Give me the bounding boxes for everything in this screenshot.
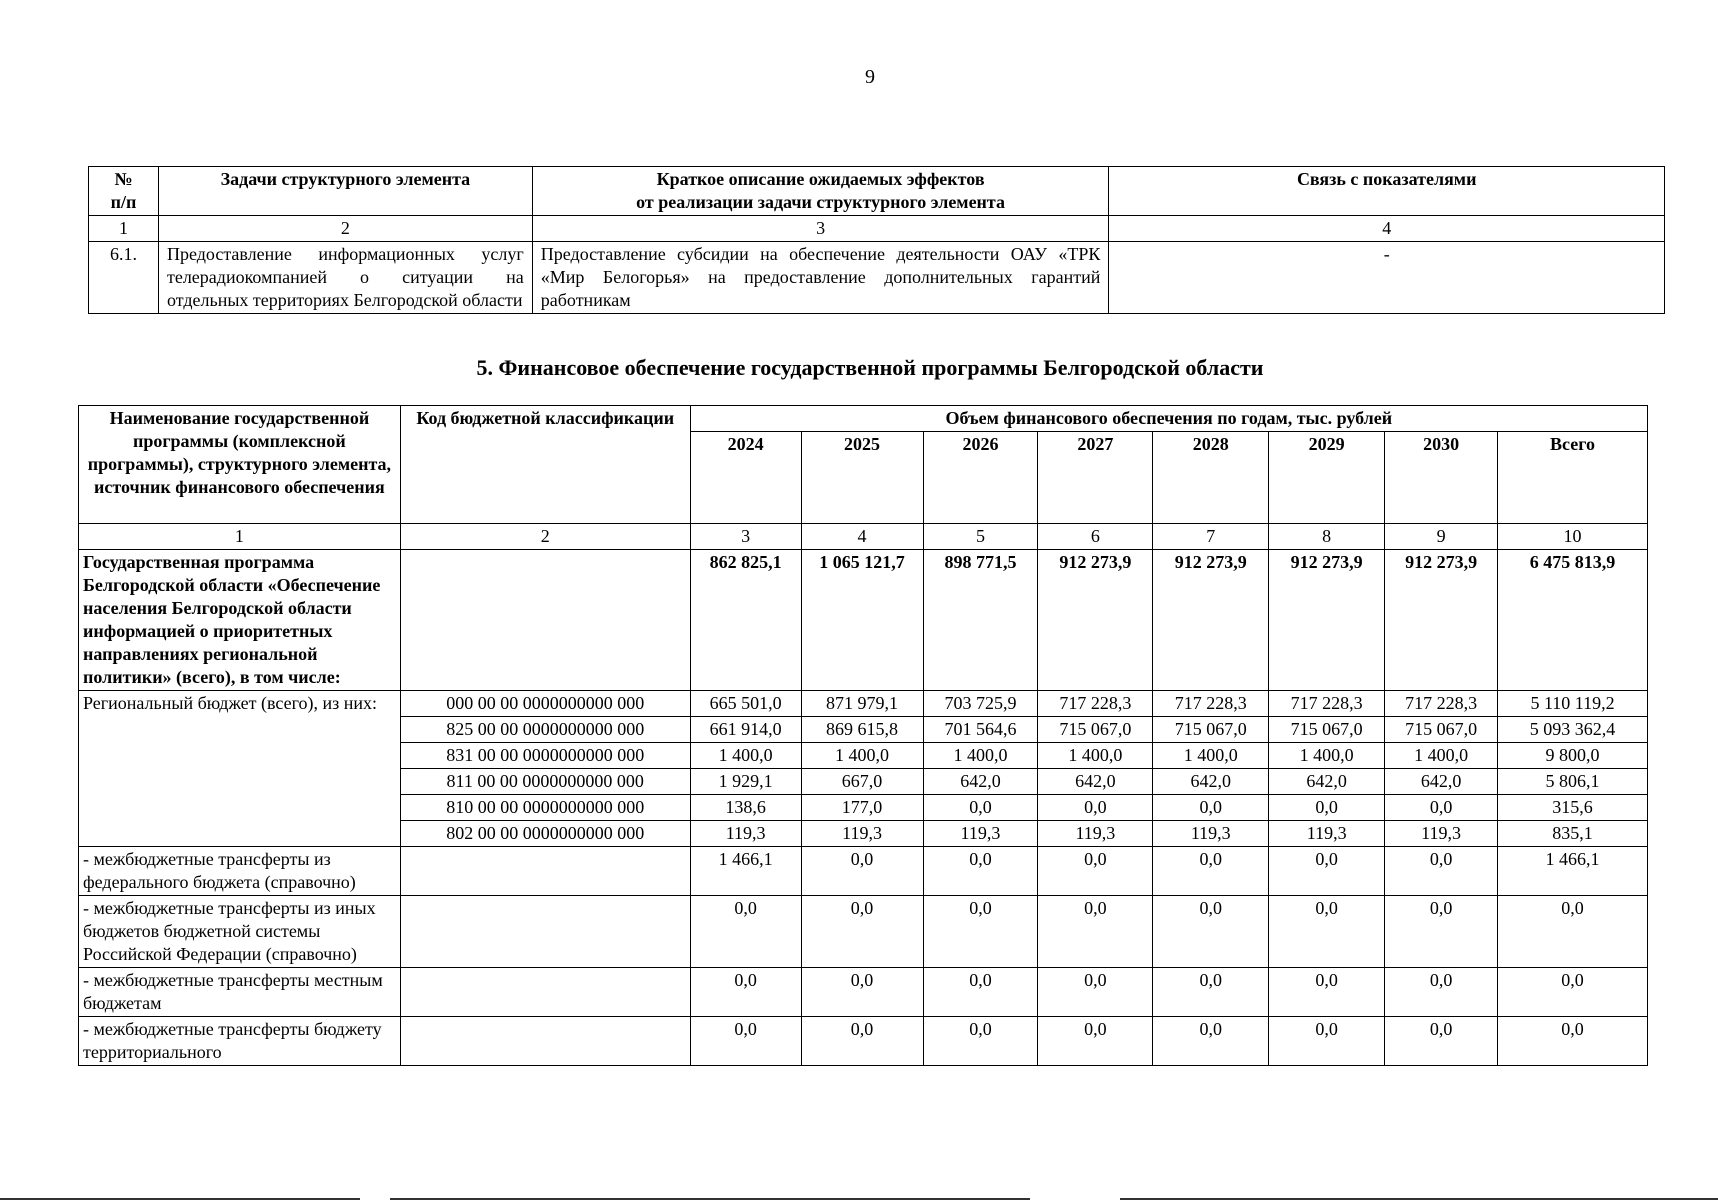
value-cell: 119,3 — [1153, 821, 1269, 847]
value-cell: 0,0 — [1269, 1017, 1385, 1066]
table-row — [89, 242, 1665, 314]
value-cell: 0,0 — [1498, 968, 1648, 1017]
total-header: Всего — [1498, 432, 1648, 524]
code-cell: 831 00 00 0000000000 000 — [400, 743, 690, 769]
row-number: 6.1. — [89, 242, 159, 314]
value-cell: 862 825,1 — [690, 550, 801, 691]
value-cell: 667,0 — [801, 769, 923, 795]
year-header: 2028 — [1153, 432, 1269, 524]
col-number: 3 — [690, 524, 801, 550]
finance-table — [78, 405, 1648, 1066]
header-code: Код бюджетной классификации — [400, 406, 690, 524]
col-header-link: Связь с показателями — [1109, 167, 1665, 216]
value-cell: 717 228,3 — [1038, 691, 1153, 717]
year-header: 2024 — [690, 432, 801, 524]
value-cell: 661 914,0 — [690, 717, 801, 743]
value-cell: 1 466,1 — [690, 847, 801, 896]
col-number: 7 — [1153, 524, 1269, 550]
value-cell: 1 929,1 — [690, 769, 801, 795]
finance-number-row — [79, 524, 1648, 550]
value-cell: 0,0 — [1153, 847, 1269, 896]
value-cell: 1 400,0 — [801, 743, 923, 769]
year-header: 2027 — [1038, 432, 1153, 524]
value-cell: 0,0 — [1153, 896, 1269, 968]
value-cell: 6 475 813,9 — [1498, 550, 1648, 691]
tasks-header-row — [89, 167, 1665, 216]
value-cell: 0,0 — [1269, 896, 1385, 968]
source-name: Региональный бюджет (всего), из них: — [79, 691, 401, 847]
code-cell: 802 00 00 0000000000 000 — [400, 821, 690, 847]
table-row — [79, 847, 1648, 896]
value-cell: 869 615,8 — [801, 717, 923, 743]
program-name: Государственная программа Белгородской области «Обеспечение населения Белгородской области информацией о приоритетных направлениях региональной политики» (всего), в том числе: — [79, 550, 401, 691]
value-cell: 315,6 — [1498, 795, 1648, 821]
value-cell: 138,6 — [690, 795, 801, 821]
value-cell: 0,0 — [1385, 795, 1498, 821]
value-cell: 119,3 — [1385, 821, 1498, 847]
tasks-table — [88, 166, 1665, 314]
source-name: - межбюджетные трансферты бюджету территориального — [79, 1017, 401, 1066]
value-cell: 0,0 — [923, 795, 1038, 821]
value-cell: 5 806,1 — [1498, 769, 1648, 795]
col-number: 8 — [1269, 524, 1385, 550]
col-number: 2 — [158, 216, 532, 242]
section-title: 5. Финансовое обеспечение государственной программы Белгородской области — [476, 355, 1264, 380]
value-cell: 665 501,0 — [690, 691, 801, 717]
col-number: 10 — [1498, 524, 1648, 550]
value-cell: 715 067,0 — [1038, 717, 1153, 743]
header-volume: Объем финансового обеспечения по годам, тыс. рублей — [690, 406, 1647, 432]
source-name: - межбюджетные трансферты из иных бюджетов бюджетной системы Российской Федерации (справочно) — [79, 896, 401, 968]
value-cell: 0,0 — [1385, 847, 1498, 896]
col-header-number: № п/п — [89, 167, 159, 216]
code-cell: 000 00 00 0000000000 000 — [400, 691, 690, 717]
table-row — [79, 691, 1648, 717]
col-header-effect: Краткое описание ожидаемых эффектов от реализации задачи структурного элемента — [532, 167, 1109, 216]
value-cell: 642,0 — [1038, 769, 1153, 795]
value-cell: 0,0 — [1153, 1017, 1269, 1066]
col-number: 1 — [79, 524, 401, 550]
code-cell — [400, 847, 690, 896]
value-cell: 717 228,3 — [1153, 691, 1269, 717]
value-cell: 0,0 — [923, 896, 1038, 968]
code-cell: 810 00 00 0000000000 000 — [400, 795, 690, 821]
value-cell: 715 067,0 — [1153, 717, 1269, 743]
table-row — [79, 550, 1648, 691]
value-cell: 0,0 — [1385, 968, 1498, 1017]
value-cell: 0,0 — [1498, 1017, 1648, 1066]
value-cell: 898 771,5 — [923, 550, 1038, 691]
col-number: 4 — [801, 524, 923, 550]
value-cell: 0,0 — [1038, 968, 1153, 1017]
value-cell: 0,0 — [690, 896, 801, 968]
value-cell: 0,0 — [923, 1017, 1038, 1066]
value-cell: 871 979,1 — [801, 691, 923, 717]
link-cell: - — [1109, 242, 1665, 314]
value-cell: 0,0 — [1269, 795, 1385, 821]
value-cell: 5 093 362,4 — [1498, 717, 1648, 743]
year-header: 2029 — [1269, 432, 1385, 524]
value-cell: 912 273,9 — [1385, 550, 1498, 691]
value-cell: 1 400,0 — [1385, 743, 1498, 769]
table-row — [79, 968, 1648, 1017]
value-cell: 1 400,0 — [1269, 743, 1385, 769]
task-cell: Предоставление информационных услуг телерадиокомпанией о ситуации на отдельных территориях Белгородской области — [158, 242, 532, 314]
year-header: 2030 — [1385, 432, 1498, 524]
table-row — [79, 896, 1648, 968]
value-cell: 0,0 — [801, 847, 923, 896]
value-cell: 912 273,9 — [1269, 550, 1385, 691]
col-header-task: Задачи структурного элемента — [158, 167, 532, 216]
value-cell: 0,0 — [1038, 896, 1153, 968]
value-cell: 701 564,6 — [923, 717, 1038, 743]
value-cell: 642,0 — [1153, 769, 1269, 795]
code-cell: 811 00 00 0000000000 000 — [400, 769, 690, 795]
value-cell: 0,0 — [690, 968, 801, 1017]
value-cell: 1 400,0 — [923, 743, 1038, 769]
value-cell: 0,0 — [1269, 968, 1385, 1017]
col-number: 4 — [1109, 216, 1665, 242]
value-cell: 119,3 — [801, 821, 923, 847]
col-number: 3 — [532, 216, 1109, 242]
effect-cell: Предоставление субсидии на обеспечение деятельности ОАУ «ТРК «Мир Белогорья» на предоставление дополнительных гарантий работникам — [532, 242, 1109, 314]
value-cell: 642,0 — [923, 769, 1038, 795]
value-cell: 119,3 — [1038, 821, 1153, 847]
year-header: 2026 — [923, 432, 1038, 524]
code-cell — [400, 896, 690, 968]
value-cell: 703 725,9 — [923, 691, 1038, 717]
value-cell: 1 400,0 — [690, 743, 801, 769]
value-cell: 5 110 119,2 — [1498, 691, 1648, 717]
value-cell: 642,0 — [1385, 769, 1498, 795]
value-cell: 912 273,9 — [1038, 550, 1153, 691]
value-cell: 717 228,3 — [1269, 691, 1385, 717]
value-cell: 9 800,0 — [1498, 743, 1648, 769]
value-cell: 715 067,0 — [1385, 717, 1498, 743]
value-cell: 642,0 — [1269, 769, 1385, 795]
code-cell — [400, 968, 690, 1017]
value-cell: 1 466,1 — [1498, 847, 1648, 896]
value-cell: 0,0 — [801, 1017, 923, 1066]
col-number: 5 — [923, 524, 1038, 550]
value-cell: 119,3 — [690, 821, 801, 847]
source-name: - межбюджетные трансферты местным бюджетам — [79, 968, 401, 1017]
tasks-number-row — [89, 216, 1665, 242]
value-cell: 717 228,3 — [1385, 691, 1498, 717]
finance-header-row — [79, 406, 1648, 432]
value-cell: 119,3 — [1269, 821, 1385, 847]
value-cell: 0,0 — [1038, 847, 1153, 896]
page-number: 9 — [865, 66, 875, 88]
value-cell: 1 065 121,7 — [801, 550, 923, 691]
value-cell: 0,0 — [923, 847, 1038, 896]
value-cell: 0,0 — [801, 968, 923, 1017]
col-number: 2 — [400, 524, 690, 550]
value-cell: 0,0 — [1385, 896, 1498, 968]
value-cell: 0,0 — [690, 1017, 801, 1066]
value-cell: 177,0 — [801, 795, 923, 821]
col-number: 6 — [1038, 524, 1153, 550]
value-cell: 0,0 — [1153, 968, 1269, 1017]
source-name: - межбюджетные трансферты из федерального бюджета (справочно) — [79, 847, 401, 896]
value-cell: 1 400,0 — [1153, 743, 1269, 769]
col-number: 1 — [89, 216, 159, 242]
value-cell: 715 067,0 — [1269, 717, 1385, 743]
header-name: Наименование государственной программы (комплексной программы), структурного элемента, источник финансового обеспечения — [79, 406, 401, 524]
year-header: 2025 — [801, 432, 923, 524]
value-cell: 0,0 — [801, 896, 923, 968]
value-cell: 119,3 — [923, 821, 1038, 847]
value-cell: 1 400,0 — [1038, 743, 1153, 769]
value-cell: 0,0 — [1038, 795, 1153, 821]
value-cell: 0,0 — [923, 968, 1038, 1017]
value-cell: 0,0 — [1038, 1017, 1153, 1066]
value-cell: 0,0 — [1498, 896, 1648, 968]
col-number: 9 — [1385, 524, 1498, 550]
value-cell: 0,0 — [1153, 795, 1269, 821]
value-cell: 0,0 — [1385, 1017, 1498, 1066]
table-row — [79, 1017, 1648, 1066]
code-cell — [400, 550, 690, 691]
value-cell: 0,0 — [1269, 847, 1385, 896]
code-cell: 825 00 00 0000000000 000 — [400, 717, 690, 743]
code-cell — [400, 1017, 690, 1066]
value-cell: 912 273,9 — [1153, 550, 1269, 691]
value-cell: 835,1 — [1498, 821, 1648, 847]
